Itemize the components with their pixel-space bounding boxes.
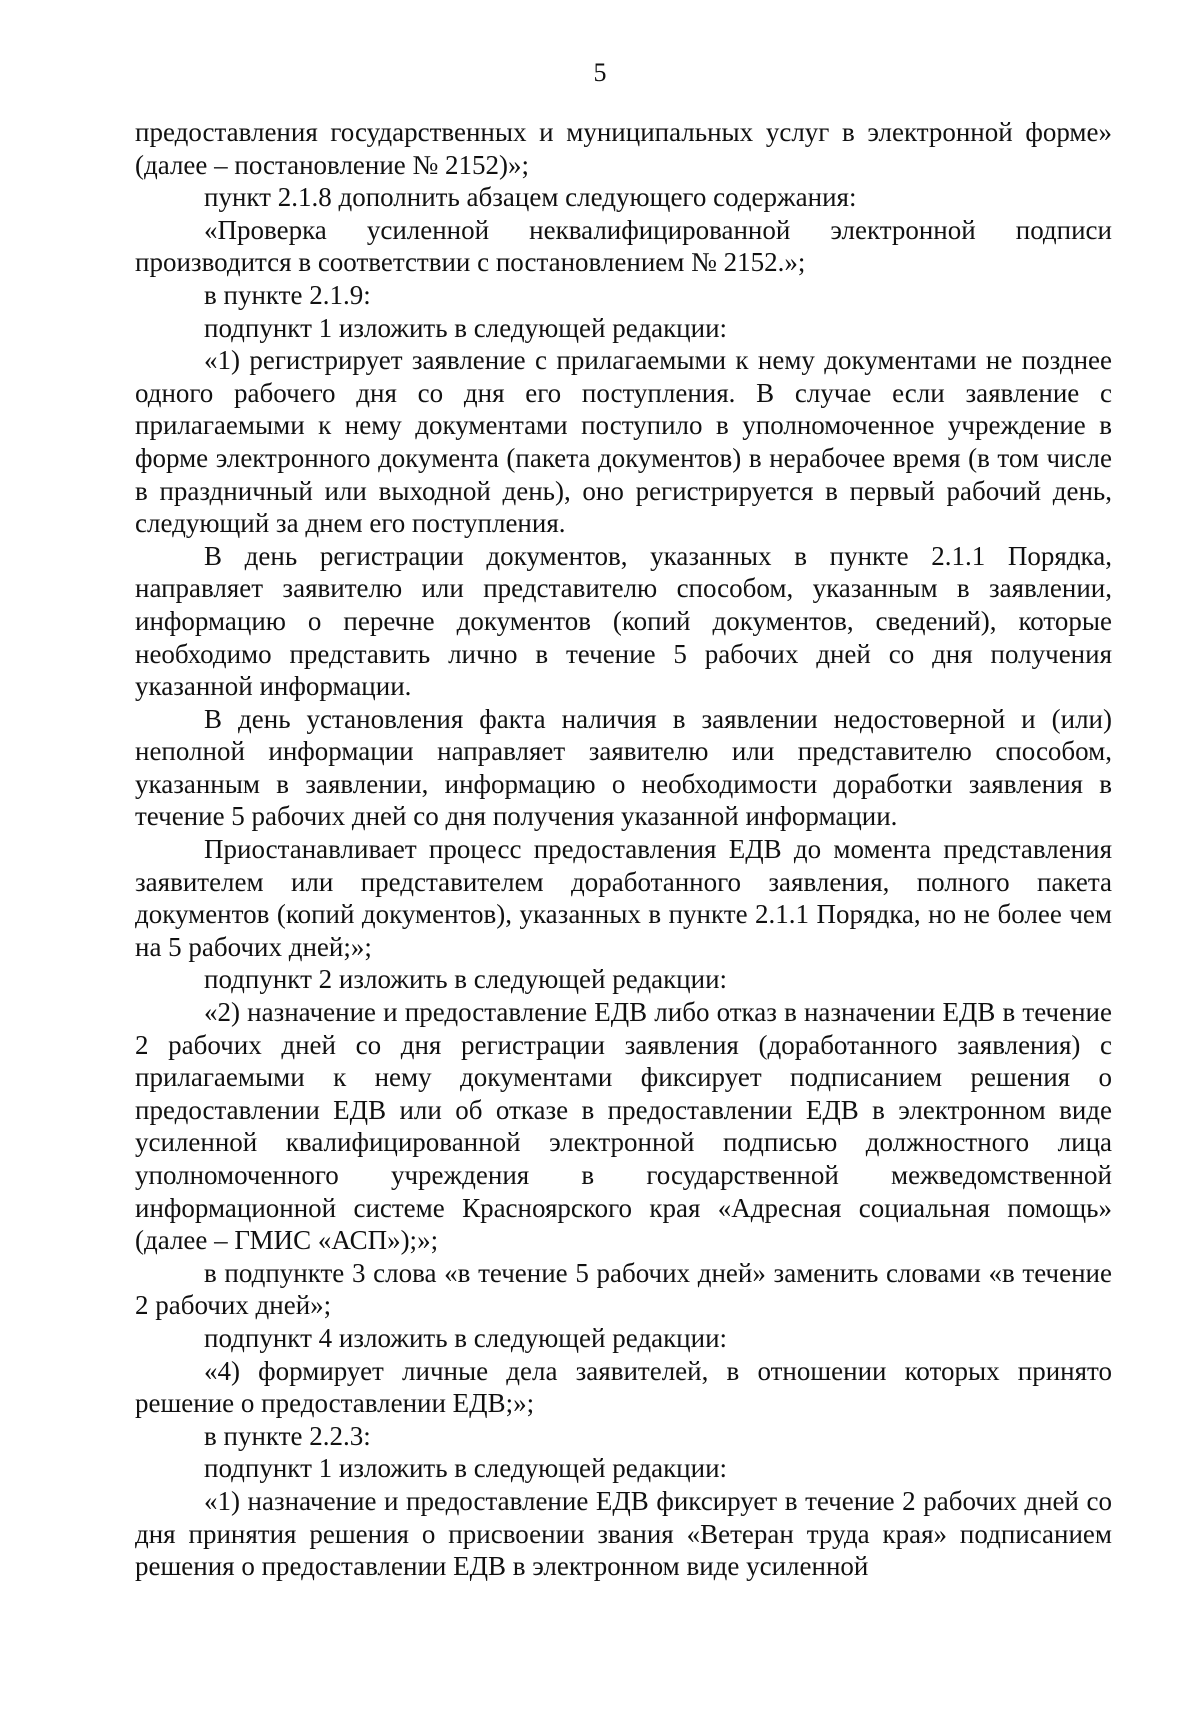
paragraph: «2) назначение и предоставление ЕДВ либо отказ в назначении ЕДВ в течение 2 рабочих дней со дня регистрации заявления (доработанного заявления) с прилагаемыми к нему документами фиксирует подписанием решения о предоставлении ЕДВ или об отказе в предоставлении ЕДВ в электронном виде усиленной квалифицированной электронной подписью должностного лица уполномоченного учреждения в государственной межведомственной информационной системе Красноярского края «Адресная социальная помощь» (далее – ГМИС «АСП»);»; — [135, 997, 1112, 1256]
paragraph: «Проверка усиленной неквалифицированной электронной подписи производится в соответствии с постановлением № 2152.»; — [135, 214, 1112, 278]
paragraph: «4) формирует личные дела заявителей, в отношении которых принято решение о предоставлении ЕДВ;»; — [135, 1355, 1112, 1419]
page-number: 5 — [593, 58, 607, 87]
document-body — [135, 116, 1112, 1583]
paragraph: Приостанавливает процесс предоставления ЕДВ до момента представления заявителем или представителем доработанного заявления, полного пакета документов (копий документов), указанных в пункте 2.1.1 Порядка, но не более чем на 5 рабочих дней;»; — [135, 834, 1112, 962]
paragraph: «1) назначение и предоставление ЕДВ фиксирует в течение 2 рабочих дней со дня принятия решения о присвоении звания «Ветеран труда края» подписанием решения о предоставлении ЕДВ в электронном виде усиленной — [135, 1485, 1112, 1582]
paragraph: в подпункте 3 слова «в течение 5 рабочих дней» заменить словами «в течение 2 рабочих дней»; — [135, 1257, 1112, 1321]
paragraph: подпункт 2 изложить в следующей редакции: — [204, 964, 728, 995]
paragraph: предоставления государственных и муниципальных услуг в электронной форме» (далее – постановление № 2152)»; — [135, 117, 1112, 180]
paragraph: в пункте 2.2.3: — [204, 1420, 371, 1451]
paragraph: подпункт 1 изложить в следующей редакции: — [204, 1453, 728, 1484]
paragraph: пункт 2.1.8 дополнить абзацем следующего содержания: — [204, 182, 857, 213]
paragraph: В день регистрации документов, указанных в пункте 2.1.1 Порядка, направляет заявителю или представителю способом, указанным в заявлении, информацию о перечне документов (копий документов, сведений), которые необходимо представить лично в течение 5 рабочих дней со дня получения указанной информации. — [135, 540, 1112, 702]
paragraph: подпункт 1 изложить в следующей редакции: — [204, 312, 728, 343]
paragraph: подпункт 4 изложить в следующей редакции: — [204, 1322, 728, 1353]
paragraph: В день установления факта наличия в заявлении недостоверной и (или) неполной информации направляет заявителю или представителю способом, указанным в заявлении, информацию о необходимости доработки заявления в течение 5 рабочих дней со дня получения указанной информации. — [135, 703, 1112, 832]
paragraph: в пункте 2.1.9: — [204, 279, 371, 310]
paragraph: «1) регистрирует заявление с прилагаемыми к нему документами не позднее одного рабочего дня со дня его поступления. В случае если заявление с прилагаемыми к нему документами поступило в уполномоченное учреждение в форме электронного документа (пакета документов) в нерабочее время (в том числе в праздничный или выходной день), оно регистрируется в первый рабочий день, следующий за днем его поступления. — [135, 345, 1112, 539]
